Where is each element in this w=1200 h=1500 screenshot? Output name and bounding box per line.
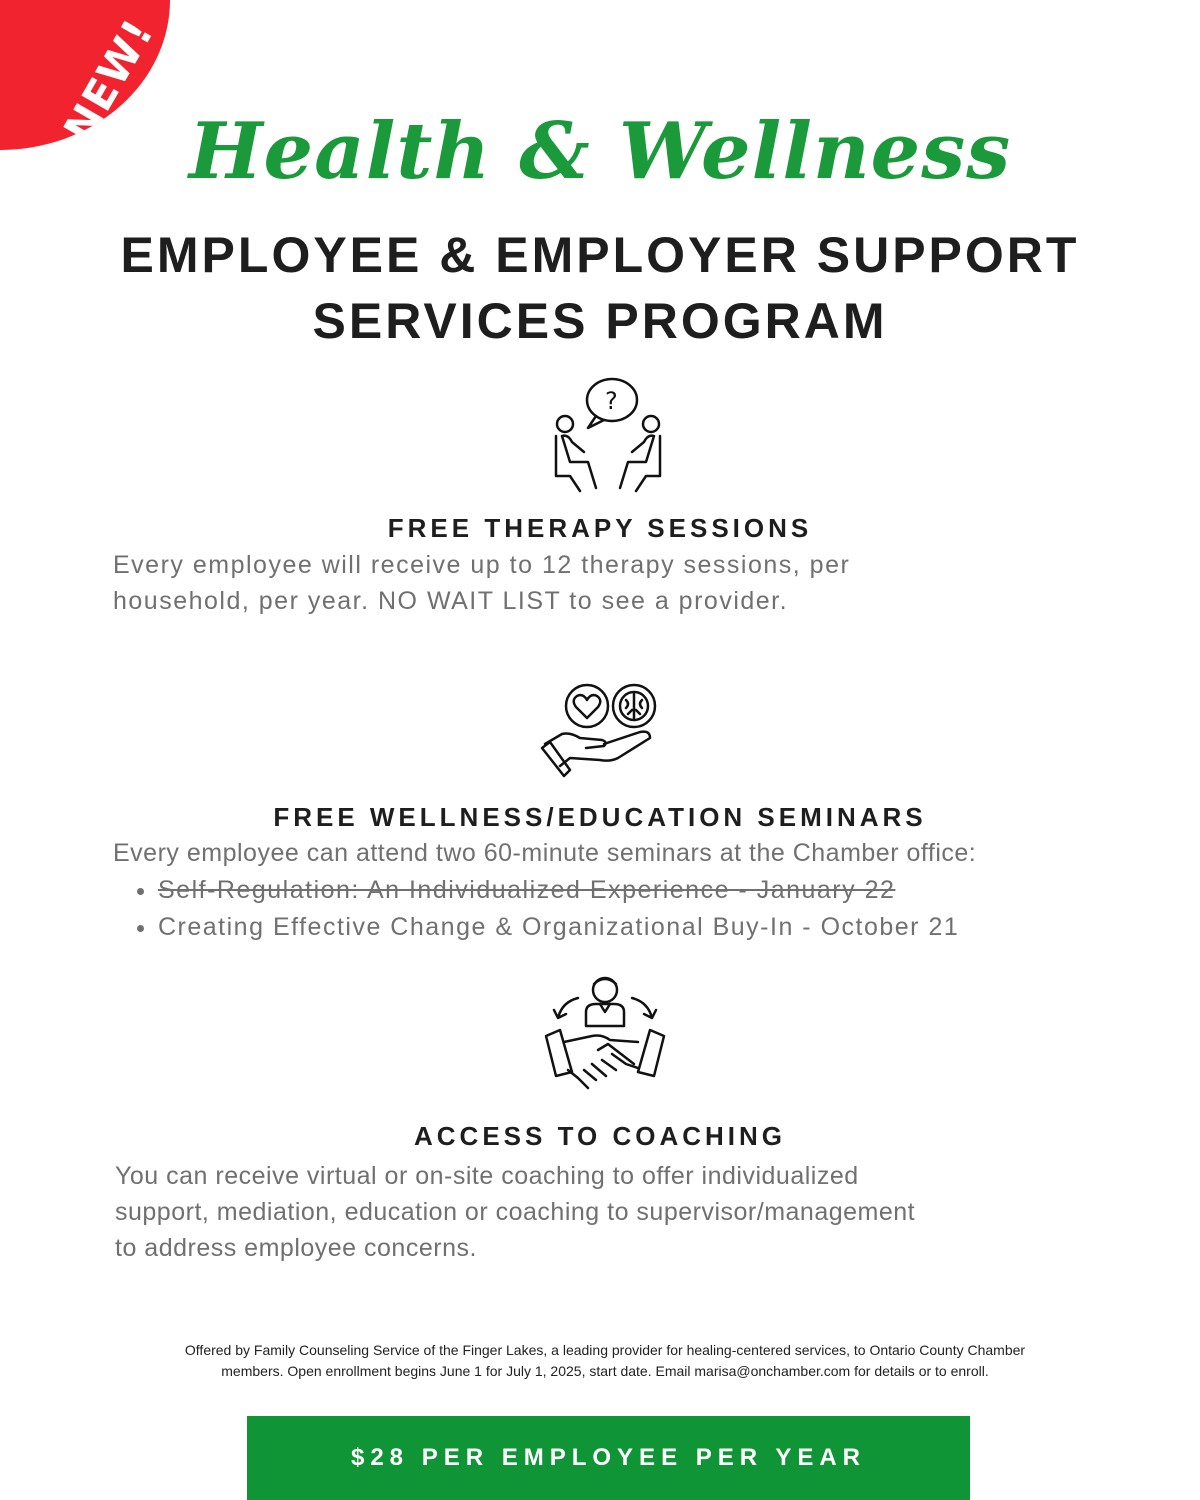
footer-line1: Offered by Family Counseling Service of the Finger Lakes, a leading provider for healing-centered services, to Ontario County Chamber	[184, 1342, 1026, 1358]
therapy-session-icon	[548, 376, 668, 496]
wellness-hand-icon	[540, 682, 662, 782]
seminars-heading: FREE WELLNESS/EDUCATION SEMINARS	[273, 802, 927, 832]
therapy-line2: household, per year. NO WAIT LIST to see a provider.	[113, 587, 789, 615]
coaching-line2: support, mediation, education or coaching to supervisor/management	[115, 1198, 916, 1226]
page-title-line2: SERVICES PROGRAM	[312, 293, 888, 349]
coaching-line3: to address employee concerns.	[115, 1234, 477, 1262]
svg-text:?: ?	[605, 387, 618, 415]
therapy-description	[113, 547, 850, 619]
page-title	[0, 222, 1200, 354]
coaching-handshake-icon	[542, 972, 668, 1112]
footer-note	[100, 1340, 1110, 1382]
coaching-line1: You can receive virtual or on-site coaching to offer individualized	[115, 1162, 859, 1190]
seminar-item-upcoming: • Creating Effective Change & Organizational Buy-In - October 21	[158, 909, 959, 946]
page-title-line1: EMPLOYEE & EMPLOYER SUPPORT	[120, 227, 1080, 283]
therapy-line1: Every employee will receive up to 12 therapy sessions, per	[113, 551, 851, 579]
coaching-description	[115, 1158, 915, 1266]
footer-line2: members. Open enrollment begins June 1 for July 1, 2025, start date. Email marisa@onchamber.com for details or to enroll.	[221, 1363, 989, 1379]
therapy-heading: FREE THERAPY SESSIONS	[387, 513, 813, 543]
price-banner: $28 PER EMPLOYEE PER YEAR	[247, 1416, 970, 1500]
new-badge-label: NEW!	[54, 10, 164, 150]
seminar-item-past: • Self-Regulation: An Individualized Experience - January 22	[158, 872, 959, 909]
seminars-intro: Every employee can attend two 60-minute seminars at the Chamber office:	[113, 839, 977, 867]
seminar-list	[130, 872, 959, 946]
coaching-heading: ACCESS TO COACHING	[414, 1121, 786, 1151]
script-title: Health & Wellness	[188, 106, 1012, 197]
